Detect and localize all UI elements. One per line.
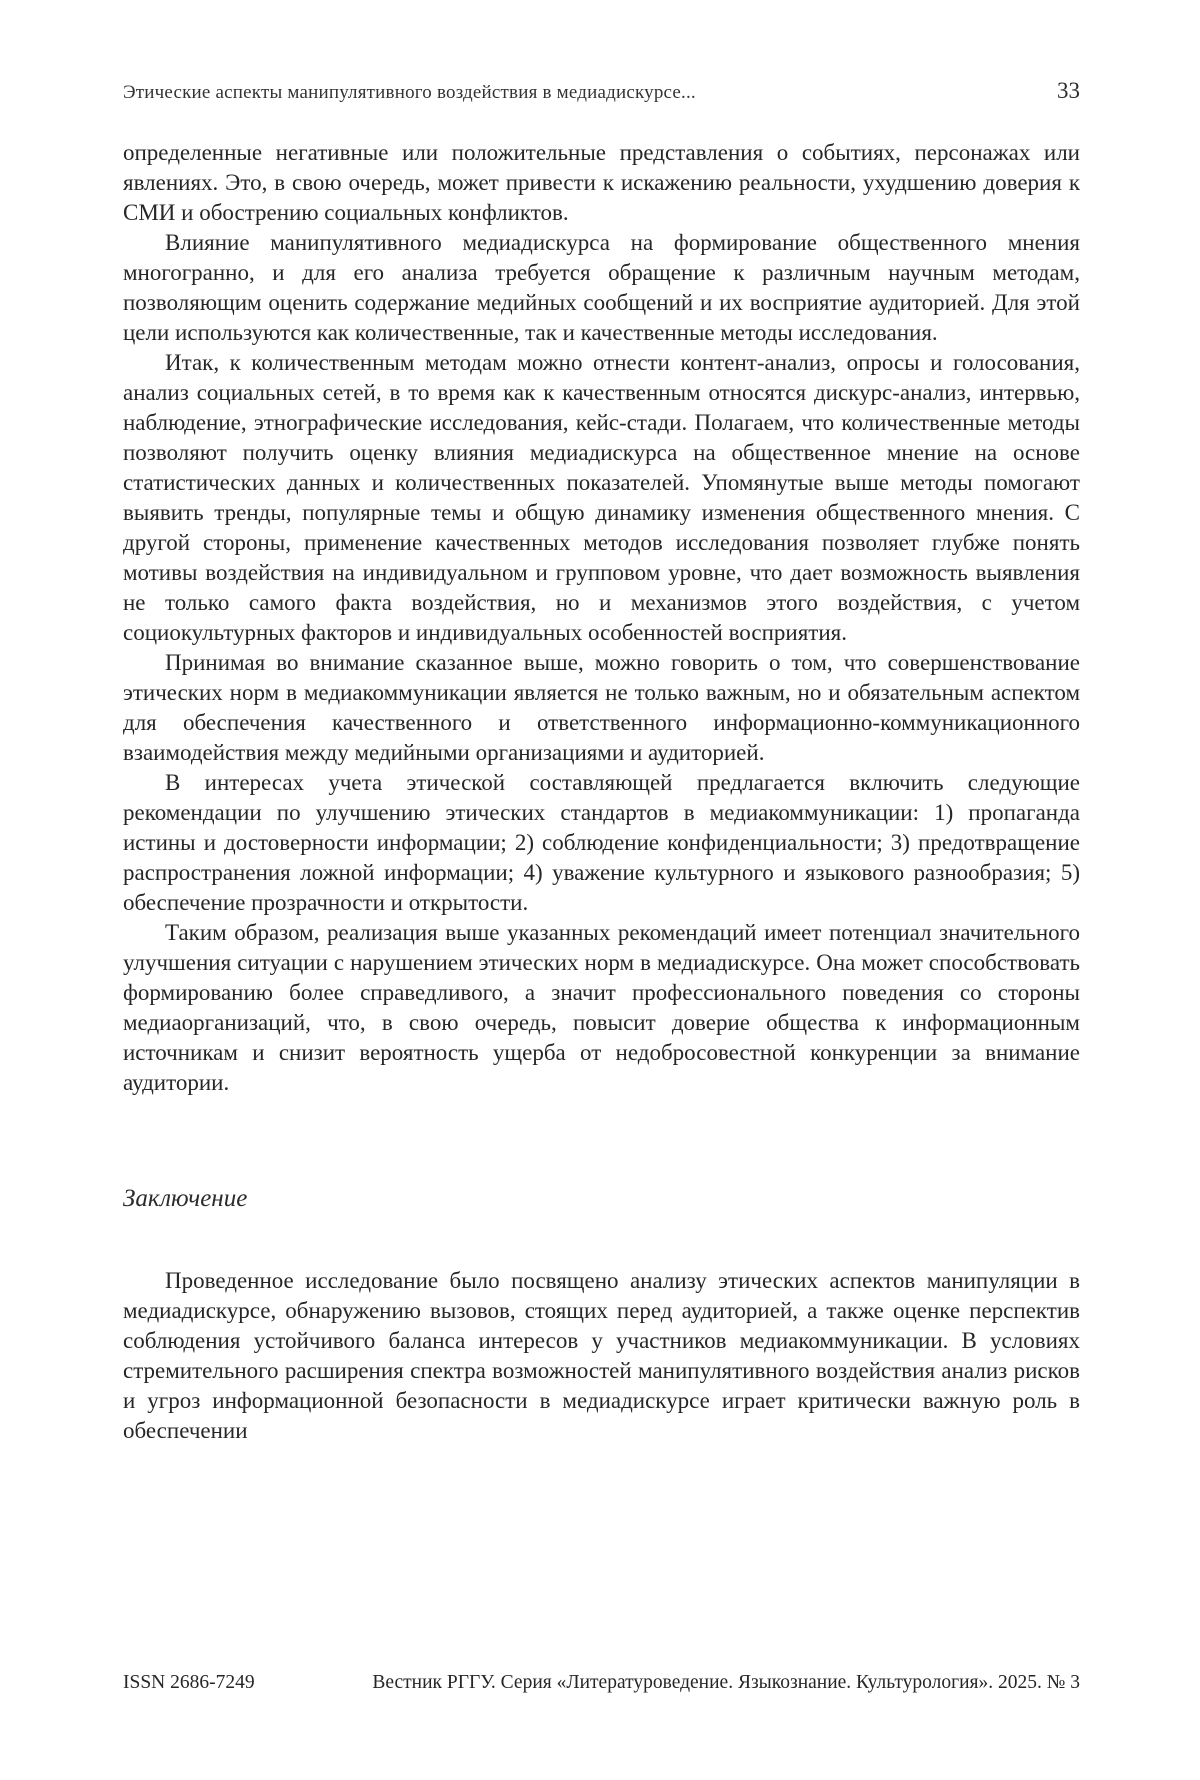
footer-journal-line: Вестник РГГУ. Серия «Литературоведение. Языкознание. Культурология». 2025. № 3 bbox=[372, 1672, 1080, 1693]
running-title: Этические аспекты манипулятивного воздействия в медиадискурсе... bbox=[123, 82, 696, 103]
paragraph: В интересах учета этической составляющей предлагается включить следующие рекомендации по улучшению этических стандартов в медиакоммуникации: 1) пропаганда истины и достоверности информации; 2) соблюдение конфиденциальности; 3) предотвращение распространения ложной информации; 4) уважение культурного и языкового разнообразия; 5) обеспечение прозрачности и открытости. bbox=[123, 770, 1080, 915]
section-heading-conclusion: Заключение bbox=[123, 1185, 248, 1212]
paragraph: Влияние манипулятивного медиадискурса на формирование общественного мнения многогранно, и для его анализа требуется обращение к различным научным методам, позволяющим оценить содержание медийных сообщений и их восприятие аудиторией. Для этой цели используются как количественные, так и качественные методы исследования. bbox=[123, 230, 1080, 345]
page-footer bbox=[123, 1672, 1080, 1694]
paragraph: Принимая во внимание сказанное выше, можно говорить о том, что совершенствование этических норм в медиакоммуникации является не только важным, но и обязательным аспектом для обеспечения качественного и ответственного информационно-коммуникационного взаимодействия между медийными организациями и аудиторией. bbox=[123, 650, 1080, 765]
article-body bbox=[123, 138, 1080, 1446]
running-header bbox=[123, 78, 1080, 104]
page-number: 33 bbox=[1057, 78, 1080, 103]
paragraph-conclusion: Проведенное исследование было посвящено анализу этических аспектов манипуляции в медиадискурсе, обнаружению вызовов, стоящих перед аудиторией, а также оценке перспектив соблюдения устойчивого баланса интересов у участников медиакоммуникации. В условиях стремительного расширения спектра возможностей манипулятивного воздействия анализ рисков и угроз информационной безопасности в медиадискурсе играет критически важную роль в обеспечении bbox=[123, 1268, 1080, 1443]
footer-issn: ISSN 2686-7249 bbox=[123, 1672, 255, 1693]
paragraph-continuation: определенные негативные или положительные представления о событиях, персонажах или явлениях. Это, в свою очередь, может привести к искажению реальности, ухудшению доверия к СМИ и обострению социальных конфликтов. bbox=[123, 140, 1080, 225]
paragraph: Итак, к количественным методам можно отнести контент-анализ, опросы и голосования, анализ социальных сетей, в то время как к качественным относятся дискурс-анализ, интервью, наблюдение, этнографические исследования, кейс-стади. Полагаем, что количественные методы позволяют получить оценку влияния медиадискурса на общественное мнение на основе статистических данных и количественных показателей. Упомянутые выше методы помогают выявить тренды, популярные темы и общую динамику изменения общественного мнения. С другой стороны, применение качественных методов исследования позволяет глубже понять мотивы воздействия на индивидуальном и групповом уровне, что дает возможность выявления не только самого факта воздействия, но и механизмов этого воздействия, с учетом социокультурных факторов и индивидуальных особенностей восприятия. bbox=[123, 350, 1080, 645]
paragraph: Таким образом, реализация выше указанных рекомендаций имеет потенциал значительного улучшения ситуации с нарушением этических норм в медиадискурсе. Она может способствовать формированию более справедливого, а значит профессионального поведения со стороны медиаорганизаций, что, в свою очередь, повысит доверие общества к информационным источникам и снизит вероятность ущерба от недобросовестной конкуренции за внимание аудитории. bbox=[123, 920, 1080, 1095]
